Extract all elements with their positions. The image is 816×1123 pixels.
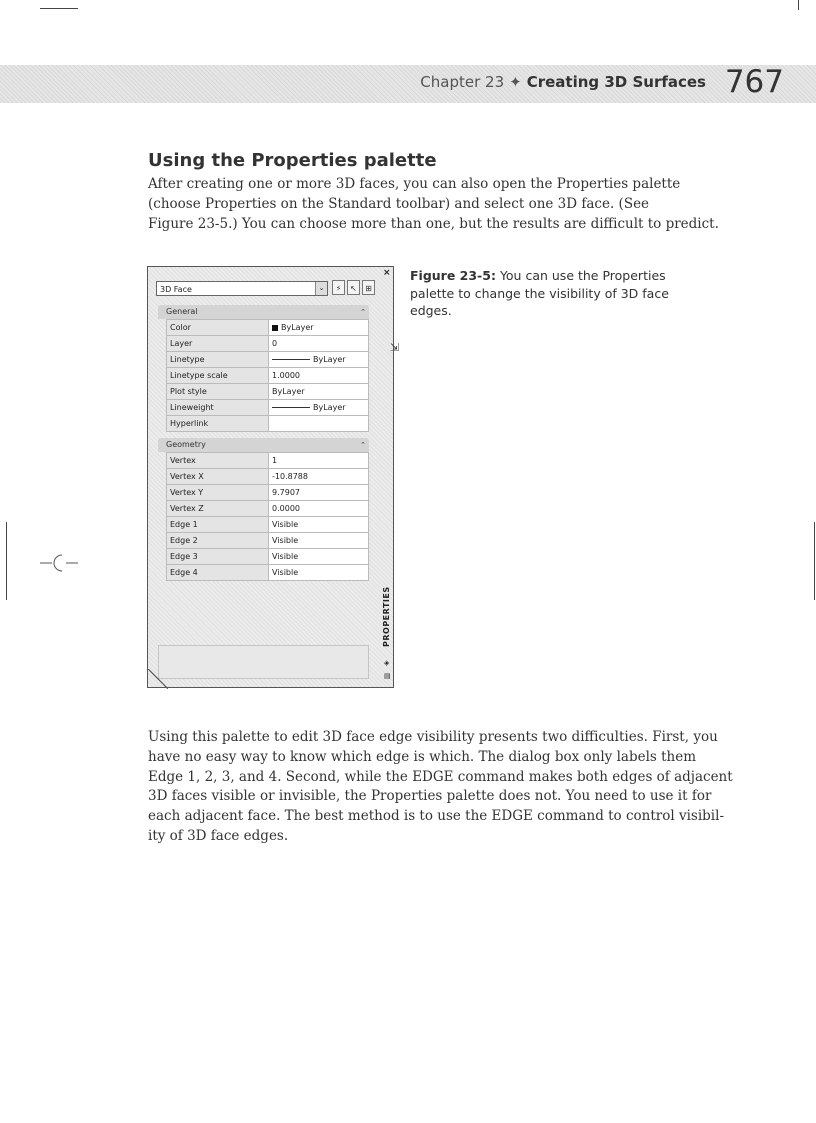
auto-hide-icon[interactable]: ◈ bbox=[384, 659, 390, 667]
category-general[interactable] bbox=[158, 305, 369, 319]
crop-mark-right bbox=[814, 522, 815, 600]
paragraph-line: Using this palette to edit 3D face edge visibility presents two difficulties. First, you bbox=[148, 729, 718, 745]
object-type-value: 3D Face bbox=[160, 285, 192, 294]
intro-paragraph bbox=[148, 175, 719, 234]
property-value[interactable] bbox=[269, 416, 369, 432]
section-heading: Using the Properties palette bbox=[148, 150, 437, 171]
crop-mark-top-left bbox=[40, 8, 78, 9]
table-row[interactable] bbox=[167, 485, 369, 501]
linetype-value: ByLayer bbox=[313, 355, 346, 364]
figure-caption-text: You can use the Properties palette to change the visibility of 3D face edges. bbox=[410, 268, 669, 318]
select-objects-icon[interactable]: ↖ bbox=[347, 280, 360, 295]
category-geometry-label: Geometry bbox=[166, 440, 206, 449]
property-value[interactable]: 0.0000 bbox=[269, 501, 369, 517]
paragraph-line: Edge 1, 2, 3, and 4. Second, while the EDGE command makes both edges of adjacent bbox=[148, 768, 733, 785]
property-value[interactable]: Visible bbox=[269, 565, 369, 581]
chevron-down-icon[interactable]: ⌄ bbox=[315, 282, 327, 295]
property-name: Color bbox=[167, 320, 269, 336]
paragraph-line: ity of 3D face edges. bbox=[148, 827, 289, 844]
property-value[interactable]: 0 bbox=[269, 336, 369, 352]
property-name: Hyperlink bbox=[167, 416, 269, 432]
table-row[interactable] bbox=[167, 501, 369, 517]
property-value[interactable]: 1 bbox=[269, 453, 369, 469]
crop-mark-left bbox=[6, 522, 7, 600]
table-row[interactable] bbox=[167, 517, 369, 533]
property-value[interactable]: -10.8788 bbox=[269, 469, 369, 485]
general-properties-table bbox=[166, 319, 369, 432]
collapse-icon[interactable]: ⌃ bbox=[360, 308, 366, 316]
property-name: Linetype scale bbox=[167, 368, 269, 384]
property-name: Vertex bbox=[167, 453, 269, 469]
category-general-label: General bbox=[166, 307, 198, 316]
property-name: Edge 2 bbox=[167, 533, 269, 549]
property-value[interactable]: 1.0000 bbox=[269, 368, 369, 384]
table-row[interactable] bbox=[167, 384, 369, 400]
property-name: Edge 3 bbox=[167, 549, 269, 565]
property-name: Vertex X bbox=[167, 469, 269, 485]
property-value[interactable]: ByLayer bbox=[269, 384, 369, 400]
property-value[interactable] bbox=[269, 352, 369, 368]
quick-select-icon[interactable]: ⚡ bbox=[332, 280, 345, 295]
property-name: Edge 4 bbox=[167, 565, 269, 581]
table-row[interactable] bbox=[167, 549, 369, 565]
running-header bbox=[420, 73, 706, 91]
property-name: Vertex Z bbox=[167, 501, 269, 517]
paragraph-line: each adjacent face. The best method is to use the EDGE command to control visibil- bbox=[148, 808, 725, 825]
property-name: Vertex Y bbox=[167, 485, 269, 501]
paragraph-line: (choose Properties on the Standard toolbar) and select one 3D face. (See bbox=[148, 195, 650, 212]
geometry-properties-table bbox=[166, 452, 369, 581]
category-geometry[interactable] bbox=[158, 438, 369, 452]
figure-label: Figure 23-5: bbox=[410, 268, 496, 283]
table-row[interactable] bbox=[167, 400, 369, 416]
table-row[interactable] bbox=[167, 320, 369, 336]
figure-caption bbox=[410, 267, 672, 320]
table-row[interactable] bbox=[167, 416, 369, 432]
collapse-icon[interactable]: ⌃ bbox=[360, 441, 366, 449]
paragraph-line: Figure 23-5.) You can choose more than one, but the results are difficult to predict. bbox=[148, 215, 719, 232]
table-row[interactable] bbox=[167, 336, 369, 352]
linetype-sample bbox=[272, 359, 310, 360]
pickadd-toggle-icon[interactable]: ⊞ bbox=[362, 280, 375, 295]
property-name: Layer bbox=[167, 336, 269, 352]
properties-palette-figure bbox=[147, 266, 400, 688]
property-name: Edge 1 bbox=[167, 517, 269, 533]
mouse-cursor-icon: ⇲ bbox=[390, 341, 400, 354]
property-value[interactable]: 9.7907 bbox=[269, 485, 369, 501]
table-row[interactable] bbox=[167, 469, 369, 485]
palette-title-bar[interactable]: PROPERTIES bbox=[382, 586, 391, 647]
table-row[interactable] bbox=[167, 368, 369, 384]
property-value[interactable]: Visible bbox=[269, 517, 369, 533]
paragraph-line: After creating one or more 3D faces, you can also open the Properties palette bbox=[148, 176, 681, 192]
property-name: Plot style bbox=[167, 384, 269, 400]
color-swatch bbox=[272, 325, 278, 331]
table-row[interactable] bbox=[167, 352, 369, 368]
page-number: 767 bbox=[724, 64, 784, 100]
paragraph-line: have no easy way to know which edge is which. The dialog box only labels them bbox=[148, 748, 697, 765]
table-row[interactable] bbox=[167, 533, 369, 549]
separator-icon: ✦ bbox=[509, 73, 522, 91]
description-panel bbox=[158, 645, 369, 679]
properties-menu-icon[interactable]: ▤ bbox=[384, 672, 391, 680]
property-value[interactable]: Visible bbox=[269, 549, 369, 565]
object-type-select[interactable] bbox=[156, 281, 328, 296]
paragraph-line: 3D faces visible or invisible, the Properties palette does not. You need to use it for bbox=[148, 788, 712, 805]
property-value[interactable] bbox=[269, 400, 369, 416]
property-value[interactable] bbox=[269, 320, 369, 336]
lineweight-value: ByLayer bbox=[313, 403, 346, 412]
property-name: Linetype bbox=[167, 352, 269, 368]
registration-mark-icon bbox=[40, 550, 80, 576]
crop-mark-top-right bbox=[798, 0, 799, 10]
color-value: ByLayer bbox=[281, 323, 314, 332]
table-row[interactable] bbox=[167, 453, 369, 469]
close-icon[interactable]: × bbox=[383, 268, 391, 278]
property-name: Lineweight bbox=[167, 400, 269, 416]
lineweight-sample bbox=[272, 407, 310, 408]
resize-corner[interactable] bbox=[148, 669, 168, 689]
body-paragraph bbox=[148, 728, 733, 847]
property-value[interactable]: Visible bbox=[269, 533, 369, 549]
chapter-label: Chapter 23 bbox=[420, 73, 505, 91]
chapter-title: Creating 3D Surfaces bbox=[526, 73, 706, 91]
table-row[interactable] bbox=[167, 565, 369, 581]
